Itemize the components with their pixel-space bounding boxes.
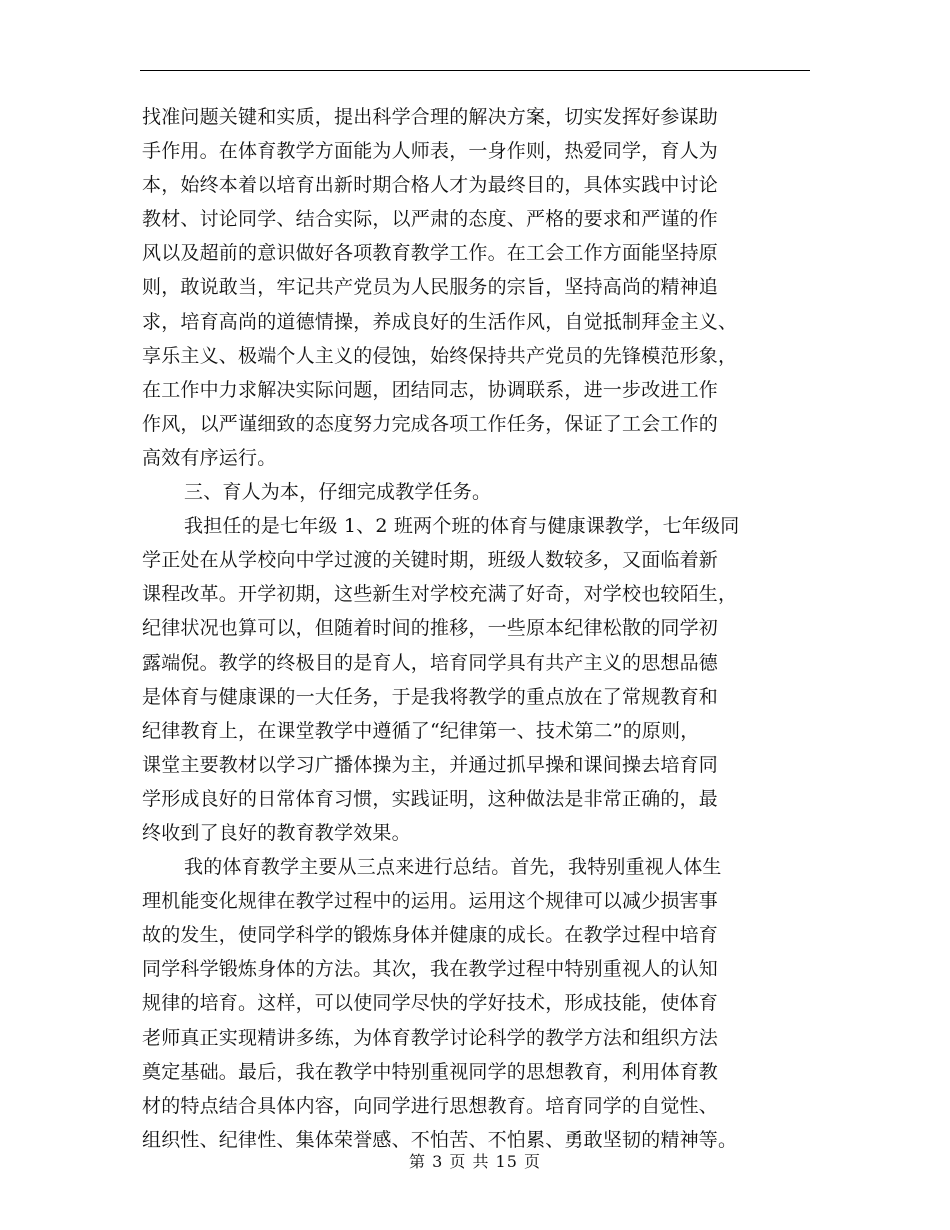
text-line: 教材、讨论同学、结合实际，以严肃的态度、严格的要求和严谨的作 [142,208,719,231]
text-line: 在工作中力求解决实际问题，团结同志，协调联系，进一步改进工作 [142,378,719,401]
text-line: 是体育与健康课的一大任务，于是我将教学的重点放在了常规教育和 [142,685,719,708]
body-text [142,100,810,1157]
text-line: 组织性、纪律性、集体荣誉感、不怕苦、不怕累、勇敢坚韧的精神等。 [142,1128,738,1151]
text-line: 风以及超前的意识做好各项教育教学工作。在工会工作方面能坚持原 [142,242,719,265]
page-number-footer: 第 3 页 共 15 页 [409,1152,541,1171]
text-line: 奠定基础。最后，我在教学中特别重视同学的思想教育，利用体育教 [142,1060,719,1083]
text-line: 学正处在从学校向中学过渡的关键时期，班级人数较多，又面临着新 [142,549,719,572]
text-line: 高效有序运行。 [142,446,277,469]
text-line: 我的体育教学主要从三点来进行总结。首先，我特别重视人体生 [184,856,722,879]
text-line: 手作用。在体育教学方面能为人师表，一身作则，热爱同学，育人为 [142,140,719,163]
text-line: 本，始终本着以培育出新时期合格人才为最终目的，具体实践中讨论 [142,174,719,197]
text-line: 露端倪。教学的终极目的是育人，培育同学具有共产主义的思想品德 [142,651,719,674]
header-rule [140,70,810,71]
text-line: 求，培育高尚的道德情操，养成良好的生活作风，自觉抵制拜金主义、 [142,310,738,333]
text-line: 课堂主要教材以学习广播体操为主，并通过抓早操和课间操去培育同 [142,753,719,776]
text-line: 同学科学锻炼身体的方法。其次，我在教学过程中特别重视人的认知 [142,958,719,981]
text-line: 纪律状况也算可以，但随着时间的推移，一些原本纪律松散的同学初 [142,617,719,640]
text-line: 终收到了良好的教育教学效果。 [142,821,411,844]
text-line: 作风，以严谨细致的态度努力完成各项工作任务，保证了工会工作的 [142,412,719,435]
text-line: 纪律教育上，在课堂教学中遵循了“纪律第一、技术第二”的原则， [142,719,700,742]
text-line: 材的特点结合具体内容，向同学进行思想教育。培育同学的自觉性、 [142,1094,719,1117]
text-line: 故的发生，使同学科学的锻炼身体并健康的成长。在教学过程中培育 [142,924,719,947]
text-line: 课程改革。开学初期，这些新生对学校充满了好奇，对学校也较陌生， [142,583,738,606]
text-line: 找准问题关键和实质，提出科学合理的解决方案，切实发挥好参谋助 [142,106,719,128]
text-line: 学形成良好的日常体育习惯，实践证明，这种做法是非常正确的，最 [142,787,719,810]
text-line: 则，敢说敢当，牢记共产党员为人民服务的宗旨，坚持高尚的精神追 [142,276,719,299]
text-line: 理机能变化规律在教学过程中的运用。运用这个规律可以减少损害事 [142,890,719,913]
text-line: 享乐主义、极端个人主义的侵蚀，始终保持共产党员的先锋模范形象， [142,344,738,367]
section-heading: 三、育人为本，仔细完成教学任务。 [184,481,492,504]
text-line: 老师真正实现精讲多练，为体育教学讨论科学的教学方法和组织方法 [142,1026,719,1049]
text-line: 规律的培育。这样，可以使同学尽快的学好技术，形成技能，使体育 [142,992,719,1015]
text-line: 我担任的是七年级 1、2 班两个班的体育与健康课教学，七年级同 [184,515,740,538]
